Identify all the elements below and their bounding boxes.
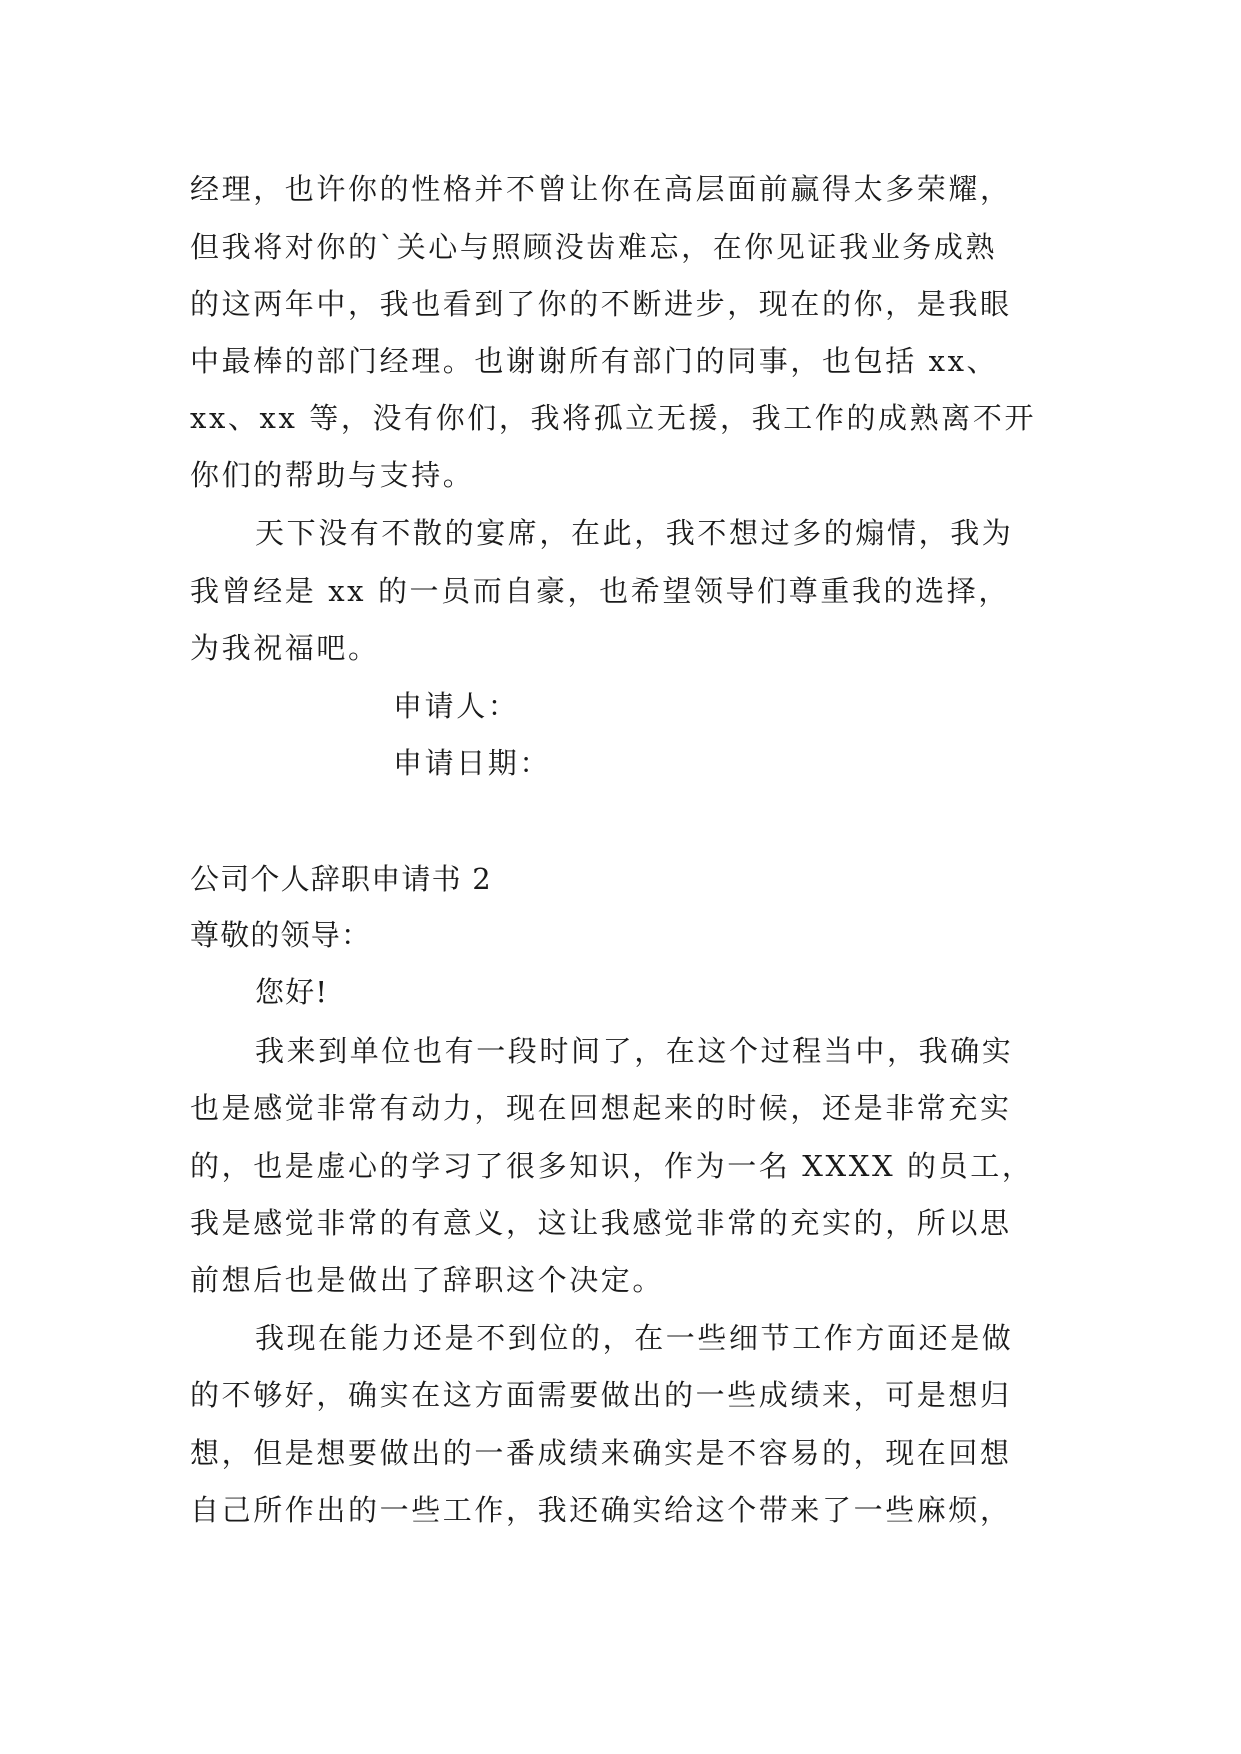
paragraph-line: 也是感觉非常有动力，现在回想起来的时候，还是非常充实 bbox=[190, 1091, 1012, 1125]
paragraph-line: xx、xx 等，没有你们，我将孤立无援，我工作的成熟离不开 bbox=[190, 401, 1037, 435]
salutation: 尊敬的领导： bbox=[190, 918, 372, 952]
paragraph-line: 想，但是想要做出的一番成绩来确实是不容易的，现在回想 bbox=[190, 1436, 1012, 1470]
paragraph-line: 的，也是虚心的学习了很多知识，作为一名 XXXX 的员工， bbox=[190, 1149, 1034, 1183]
paragraph-line: 我是感觉非常的有意义，这让我感觉非常的充实的，所以思 bbox=[190, 1206, 1012, 1240]
applicant-label: 申请人： bbox=[393, 689, 520, 723]
paragraph-line: 天下没有不散的宴席，在此，我不想过多的煽情，我为 bbox=[255, 516, 1014, 550]
paragraph-line: 的不够好，确实在这方面需要做出的一些成绩来，可是想归 bbox=[190, 1378, 1012, 1412]
paragraph-line: 我来到单位也有一段时间了，在这个过程当中，我确实 bbox=[255, 1034, 1014, 1068]
paragraph-line: 我曾经是 xx 的一员而自豪，也希望领导们尊重我的选择， bbox=[190, 574, 1010, 608]
paragraph-line: 我现在能力还是不到位的，在一些细节工作方面还是做 bbox=[255, 1321, 1014, 1355]
application-date-label: 申请日期： bbox=[393, 746, 552, 780]
greeting: 您好! bbox=[255, 975, 329, 1009]
paragraph-line: 的这两年中，我也看到了你的不断进步，现在的你，是我眼 bbox=[190, 287, 1012, 321]
paragraph-line: 你们的帮助与支持。 bbox=[190, 458, 475, 492]
paragraph-line: 为我祝福吧。 bbox=[190, 631, 380, 665]
paragraph-line: 但我将对你的`关心与照顾没齿难忘，在你见证我业务成熟 bbox=[190, 230, 998, 264]
paragraph-line: 经理，也许你的性格并不曾让你在高层面前赢得太多荣耀， bbox=[190, 172, 1012, 206]
document-title: 公司个人辞职申请书 2 bbox=[190, 862, 492, 896]
paragraph-line: 前想后也是做出了辞职这个决定。 bbox=[190, 1263, 665, 1297]
paragraph-line: 中最棒的部门经理。也谢谢所有部门的同事，也包括 xx、 bbox=[190, 344, 999, 378]
paragraph-line: 自己所作出的一些工作，我还确实给这个带来了一些麻烦， bbox=[190, 1493, 1012, 1527]
